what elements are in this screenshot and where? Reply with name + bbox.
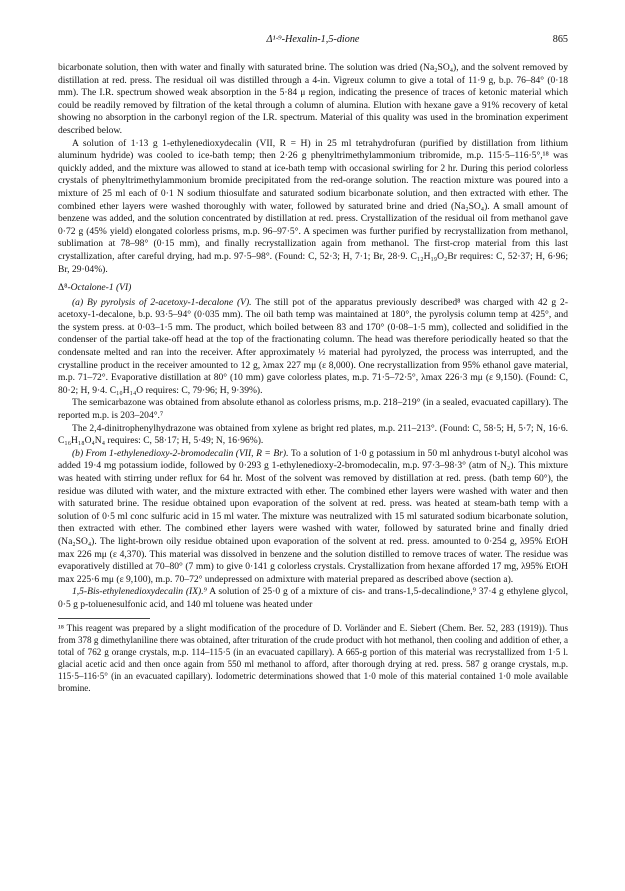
footnote-marker: ¹⁸ [58,622,64,633]
footnote-divider [58,618,150,619]
paragraph [58,448,568,587]
subsection-label: (a) By pyrolysis of 2-acetoxy-1-decalone (V). [72,296,252,308]
paragraph [58,586,568,611]
subsection-label: (b) From 1-ethylenedioxy-2-bromodecalin (VII, R = Br). [72,447,289,459]
footnote-text: This reagent was prepared by a slight modification of the procedure of D. Vorländer and E. Siebert (Chem. Ber. 52, 283 (1919)). Thus from 378 g dimethylaniline there was obtained, after trituration of the crude product with hot methanol, then cooling and addition of ether, a total of 762 g orange crystals, m.p. 114–115·5 (in an evacuated capillary). A 665-g portion of this material was recrystallized from 1·5 l. glacial acetic acid and then once again from 550 ml methanol to afford, after thorough drying at red. press. 587 g orange crystals, m.p. 115·5–116·5° (in an evacuated capillary). Iodometric determinations showed that 1·0 mole of this material contained 1·0 mole available bromine. [58,622,569,693]
running-title: Δ¹·⁹-Hexalin-1,5-dione [266,34,360,45]
footnote [58,622,568,694]
paragraph-text: To a solution of 1·0 g potassium in 50 ml anhydrous t-butyl alcohol was added 19·4 mg potassium iodide, followed by 0·293 g 1-ethylenedioxy-2-bromodecalin, m.p. 97·3–98·3° (atm of N₂). This mixture was heated with stirring under reflux for 64 hr. Most of the solvent was removed by distillation at red. press. (bath temp 60°), the residue was diluted with water, and the mixture extracted with ether. The combined ether layers were washed with water and then with saturated brine. The residue obtained upon evaporation of the solvent at red. press. was heated at steam-bath temp with a solution of 0·5 ml conc sulfuric acid in 15 ml water. The mixture was neutralized with 15 ml saturated sodium bicarbonate solution, then extracted with ether. The combined ether layers were washed with water, followed by saturated brine and finally dried (Na₂SO₄). The light-brown oily residue obtained upon evaporation of the solvent at red. press. amounted to 0·254 g, λ95% EtOH max 226 mμ (ε 4,370). This material was dissolved in benzene and the solution distilled to remove traces of water. The residue was evaporatively distilled at 70–80° (7 mm) to give 0·141 g colorless crystals. Crystallization from hexane afforded 17 mg, λ95% EtOH max 225·6 mμ (ε 9,100), m.p. 70–72° undepressed on admixture with material prepared as described above (section a). [58,447,568,585]
paragraph-label: The 2,4-dinitrophenylhydrazone [72,422,196,434]
paragraph: A solution of 1·13 g 1-ethylenedioxydecalin (VII, R = H) in 25 ml tetrahydrofuran (purified by distillation from lithium aluminum hydride) was cooled to ice-bath temp; then 2·26 g phenyltrimethylammonium tribromide, m.p. 115·5–116·5°,¹⁸ was quickly added, and the mixture was allowed to stand at ice-bath temp with occasional swirling for 2 hr. During this period colorless crystals of phenyltrimethylammonium bromide precipitated from the red-orange solution. The reaction mixture was poured into a mixture of 25 ml each of 0·1 N sodium thiosulfate and saturated sodium bicarbonate solution, and then extracted with ether. The combined ether layers were washed thoroughly with water, followed by saturated brine and dried (Na₂SO₄). A small amount of benzene was added, and the solution concentrated by distillation at red. press. Crystallization of the residual oil from methanol gave 0·72 g (45% yield) elongated colorless prisms, m.p. 96–97·5°. A specimen was further purified by recrystallization from methanol, sublimation at 78–98° (0·15 mm), and finally recrystallization again from methanol. The first-crop material from this last crystallization, after careful drying, had m.p. 97·5–98°. (Found: C, 52·3; H, 7·1; Br, 28·9. C₁₂H₁₉O₂Br requires: C, 52·37; H, 6·96; Br, 29·04%). [58,137,568,275]
paragraph [58,423,568,448]
running-header [58,34,568,50]
page-number: 865 [552,34,568,45]
paragraph-text: The still pot of the apparatus previously described⁸ was charged with 42 g 2-acetoxy-1-decalone, b.p. 93·5–94° (0·035 mm). The oil bath temp was maintained at 180°, the pyrolysis column temp at 425°, and the system press. at 0·03–1·5 mm. The product, which boiled between 83 and 170° (0·08–1·5 mm), collected and solidified in the condenser of the partial take-off head at the top of the fractionating column. The head was therefore periodically heated so that the condensate melted and ran into the receiver. After approximately ½ material had pyrolyzed, the process was interrupted, and the crystalline product in the receiver amounted to 12 g, λmax 227 mμ (ε 8,000). One recrystallization from 95% ethanol gave material, m.p. 71–72°. Evaporative distillation at 80° (10 mm) gave colorless plates, m.p. 71·5–72·5°, λmax 226·3 mμ (ε 9,150). (Found: C, 80·2; H, 9·4. C₁₀H₁₄O requires: C, 79·96; H, 9·39%). [58,296,569,396]
paragraph: bicarbonate solution, then with water and finally with saturated brine. The solution was dried (Na₂SO₄), and the solvent removed by distillation at red. press. The residual oil was distilled through a 4-in. Vigreux column to give a total of 11·9 g, b.p. 76–84° (0·18 mm). The I.R. spectrum showed weak absorption in the 5·84 μ region, indicating the presence of traces of ketonic material which could be readily removed by filtration of the ketal through a column of alumina. Elution with hexane gave a 91% recovery of ketal showing no absorption in the carbonyl region of the I.R. spectrum. Material of this quality was used in the bromination experiment described below. [58,62,568,136]
section-heading [58,282,568,295]
section-heading-prefix: Δ⁸- [58,282,71,294]
paragraph [58,297,568,398]
paragraph-text: A solution of 25·0 g of a mixture of cis- and trans-1,5-decalindione,⁹ 37·4 g ethylene glycol, 0·5 g p-toluenesulfonic acid, and 140 ml toluene was heated under [58,586,568,610]
paragraph: The semicarbazone was obtained from absolute ethanol as colorless prisms, m.p. 218–219° (in a sealed, evacuated capillary). The reported m.p. is 203–204°.⁷ [58,397,568,422]
section-heading-title: Octalone-1 (VI) [70,282,132,294]
paragraph-text: was obtained from xylene as bright red plates, m.p. 211–213°. (Found: C, 58·5; H, 5·7; N, 16·6. C₁₆H₁₈O₄N₄ requires: C, 58·17; H, 5·49; N, 16·96%). [58,422,568,447]
article-body [58,62,568,694]
compound-label: 1,5-Bis-ethylenedioxydecalin (IX).⁹ [72,586,207,598]
